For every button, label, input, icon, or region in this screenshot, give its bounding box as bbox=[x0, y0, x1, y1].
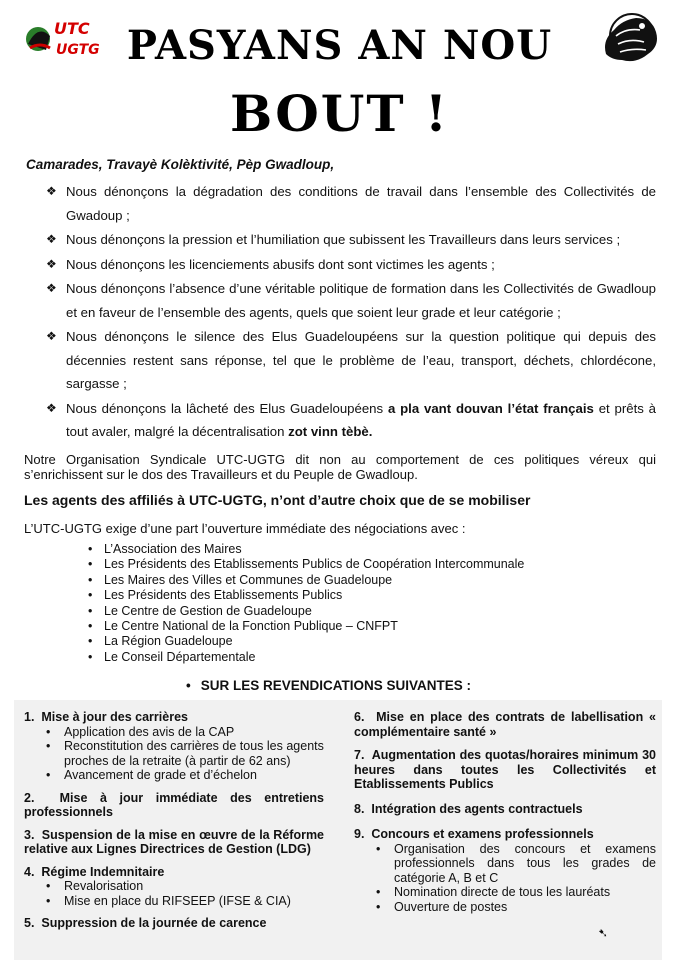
demand-title bbox=[24, 865, 324, 880]
diamond-bullet-icon: ❖ bbox=[46, 184, 57, 198]
bullet-icon: • bbox=[46, 739, 51, 753]
demand-title bbox=[354, 802, 656, 817]
demand-item bbox=[24, 710, 324, 783]
demand-title-text: Mise à jour des carrières bbox=[41, 710, 188, 724]
grievance-text: zot vinn tèbè. bbox=[288, 424, 373, 439]
demand-title-text: Mise en place des contrats de labellisation « complémentaire santé » bbox=[354, 710, 657, 739]
demand-sub-item bbox=[46, 725, 324, 740]
grievance-text: Nous dénonçons la dégradation des conditions de travail dans l’ensemble des Collectivités de Gwadoup ; bbox=[66, 184, 656, 223]
grievance-text: Nous dénonçons l’absence d’une véritable politique de formation dans les Collectivités de Gwadloup et en faveur de l’ensemble des agents, quels que soient leur grade et leur catégorie ; bbox=[66, 281, 656, 320]
demand-sub-text: Reconstitution des carrières de tous les agents proches de la retraite (à partir de 62 ans) bbox=[64, 739, 324, 768]
demand-item bbox=[354, 748, 656, 792]
demand-title bbox=[354, 827, 656, 842]
demand-sub-text: Ouverture de postes bbox=[394, 899, 508, 914]
diamond-bullet-icon: ❖ bbox=[46, 329, 57, 343]
demand-sub-list bbox=[354, 842, 656, 915]
negotiation-body-text: Les Présidents des Etablissements Publics de Coopération Intercommunale bbox=[104, 557, 525, 572]
demand-item bbox=[24, 791, 324, 820]
diamond-bullet-icon: ❖ bbox=[46, 281, 57, 295]
bullet-icon: • bbox=[88, 588, 93, 603]
grievance-item bbox=[46, 228, 656, 252]
svg-text:UTC: UTC bbox=[54, 19, 90, 38]
negotiation-body-text: Le Centre de Gestion de Guadeloupe bbox=[104, 603, 312, 618]
bullet-icon: • bbox=[88, 572, 93, 587]
negotiation-intro: L’UTC-UGTG exige d’une part l’ouverture immédiate des négociations avec : bbox=[24, 521, 466, 536]
negotiation-bodies-list bbox=[88, 542, 524, 665]
bullet-icon: • bbox=[88, 634, 93, 649]
demand-number: 4. bbox=[24, 864, 42, 879]
negotiation-body-item bbox=[88, 619, 524, 634]
demand-sub-text: Avancement de grade et d’échelon bbox=[64, 768, 257, 782]
demand-title bbox=[24, 791, 324, 820]
negotiation-body-item bbox=[88, 604, 524, 619]
bullet-icon: • bbox=[376, 885, 381, 899]
bullet-icon: • bbox=[88, 603, 93, 618]
bullet-icon: • bbox=[88, 557, 93, 572]
demand-sub-item bbox=[46, 894, 324, 909]
demand-title bbox=[354, 748, 656, 792]
demand-sub-list bbox=[24, 725, 324, 783]
demand-number: 3. bbox=[24, 827, 42, 842]
negotiation-body-item bbox=[88, 573, 524, 588]
diamond-bullet-icon: ❖ bbox=[46, 256, 57, 271]
negotiation-body-item bbox=[88, 650, 524, 665]
demand-title-text: Suppression de la journée de carence bbox=[41, 916, 267, 930]
demand-number: 6. bbox=[354, 710, 377, 724]
demand-sub-item bbox=[46, 879, 324, 894]
headline-line-2: BOUT ! bbox=[230, 84, 449, 143]
negotiation-body-text: La Région Guadeloupe bbox=[104, 634, 233, 649]
demand-title bbox=[24, 828, 324, 857]
demand-title-text: Augmentation des quotas/horaires minimum 30 heures dans toutes les Collectivités et Etablissements Publics bbox=[354, 748, 656, 791]
demand-title bbox=[24, 916, 324, 931]
demand-item bbox=[354, 802, 656, 817]
demand-item bbox=[354, 710, 656, 739]
demand-sub-item bbox=[46, 768, 324, 783]
demand-number: 1. bbox=[24, 710, 42, 724]
grievance-text: Nous dénonçons la pression et l’humiliation que subissent les Travailleurs dans leurs services ; bbox=[66, 232, 621, 247]
demand-item bbox=[24, 828, 324, 857]
demand-sub-list bbox=[24, 879, 324, 908]
demands-heading bbox=[186, 678, 471, 693]
negotiation-body-item bbox=[88, 557, 524, 572]
union-stance-paragraph: Notre Organisation Syndicale UTC-UGTG dit non au comportement de ces politiques véreux qui s’enrichissent sur le dos des Travailleurs et du Peuple de Gwadloup. bbox=[24, 452, 656, 482]
demand-item bbox=[24, 916, 324, 931]
bullet-icon: • bbox=[88, 649, 93, 664]
grievance-text: et prêts à tout avaler, malgré la décentralisation bbox=[66, 400, 656, 439]
negotiation-body-text: Les Maires des Villes et Communes de Guadeloupe bbox=[104, 572, 393, 587]
mobilisation-statement: Les agents des affiliés à UTC-UGTG, n’ont d’autre choix que de se mobiliser bbox=[24, 492, 531, 508]
demand-number: 7. bbox=[354, 748, 372, 762]
demand-number: 5. bbox=[24, 916, 42, 930]
grievance-item bbox=[46, 277, 656, 324]
demand-sub-item bbox=[376, 900, 656, 915]
grievance-item bbox=[46, 180, 656, 227]
diamond-bullet-icon: ❖ bbox=[46, 400, 57, 415]
demand-sub-text: Application des avis de la CAP bbox=[64, 724, 235, 739]
grievance-text: Nous dénonçons la lâcheté des Elus Guadeloupéens bbox=[66, 400, 388, 416]
greeting: Camarades, Travayè Kolèktivité, Pèp Gwadloup, bbox=[26, 157, 335, 172]
negotiation-body-text: L’Association des Maires bbox=[104, 542, 242, 556]
headline-line-1: PASYANS AN NOU bbox=[126, 22, 553, 69]
demand-title-text: Régime Indemnitaire bbox=[41, 864, 165, 879]
demands-heading-text: SUR LES REVENDICATIONS SUIVANTES : bbox=[200, 678, 472, 693]
demand-sub-item bbox=[46, 739, 324, 768]
demand-sub-item bbox=[376, 842, 656, 886]
grievance-item bbox=[46, 325, 656, 396]
demand-sub-text: Nomination directe de tous les lauréats bbox=[394, 885, 611, 899]
demand-item bbox=[354, 827, 656, 914]
bullet-icon: • bbox=[186, 678, 191, 693]
grievance-text: Nous dénonçons le silence des Elus Guadeloupéens sur la question politique qui depuis des décennies restent sans réponse, tel que le problème de l’eau, transport, déchets, chlordécone, sargasse ; bbox=[66, 329, 656, 391]
grievance-text: a pla vant douvan l’état français bbox=[387, 400, 594, 416]
bullet-icon: • bbox=[46, 893, 51, 908]
grievance-item bbox=[46, 253, 656, 277]
bullet-icon: • bbox=[376, 841, 381, 856]
bullet-icon: • bbox=[376, 899, 381, 914]
demands-left-column bbox=[24, 710, 324, 931]
negotiation-body-text: Les Présidents des Etablissements Publics bbox=[104, 588, 343, 603]
demand-title-text: Intégration des agents contractuels bbox=[371, 801, 583, 816]
demand-title bbox=[24, 710, 324, 725]
bullet-icon: • bbox=[46, 768, 51, 782]
demand-sub-text: Revalorisation bbox=[64, 879, 144, 893]
demand-item bbox=[24, 865, 324, 909]
bullet-icon: • bbox=[88, 619, 93, 634]
demand-sub-item bbox=[376, 885, 656, 900]
continue-arrow-icon: ➷ bbox=[598, 926, 609, 940]
demand-number: 2. bbox=[24, 790, 60, 805]
diamond-bullet-icon: ❖ bbox=[46, 232, 57, 246]
demand-title-text: Concours et examens professionnels bbox=[371, 827, 594, 841]
grievance-item bbox=[46, 397, 656, 444]
demand-number: 8. bbox=[354, 801, 372, 816]
svg-text:UGTG: UGTG bbox=[56, 42, 100, 58]
demand-title-text: Mise à jour immédiate des entretiens professionnels bbox=[24, 790, 325, 819]
demand-number: 9. bbox=[354, 827, 372, 841]
demand-title bbox=[354, 710, 656, 739]
demand-sub-text: Mise en place du RIFSEEP (IFSE & CIA) bbox=[64, 893, 291, 908]
negotiation-body-item bbox=[88, 634, 524, 649]
grievance-text: Nous dénonçons les licenciements abusifs dont sont victimes les agents ; bbox=[66, 256, 495, 272]
grievance-list bbox=[46, 180, 656, 445]
negotiation-body-text: Le Conseil Départementale bbox=[104, 649, 256, 664]
bullet-icon: • bbox=[46, 724, 51, 739]
demand-title-text: Suspension de la mise en œuvre de la Réforme relative aux Lignes Directrices de Gestion (LDG) bbox=[24, 827, 325, 856]
bullet-icon: • bbox=[46, 879, 51, 893]
negotiation-body-item bbox=[88, 588, 524, 603]
demand-sub-text: Organisation des concours et examens professionnels dans tous les grades de catégorie A, B et C bbox=[394, 841, 656, 885]
negotiation-body-text: Le Centre National de la Fonction Publique – CNFPT bbox=[104, 619, 398, 634]
demands-right-column bbox=[354, 710, 656, 914]
bullet-icon: • bbox=[88, 542, 93, 556]
negotiation-body-item bbox=[88, 542, 524, 557]
